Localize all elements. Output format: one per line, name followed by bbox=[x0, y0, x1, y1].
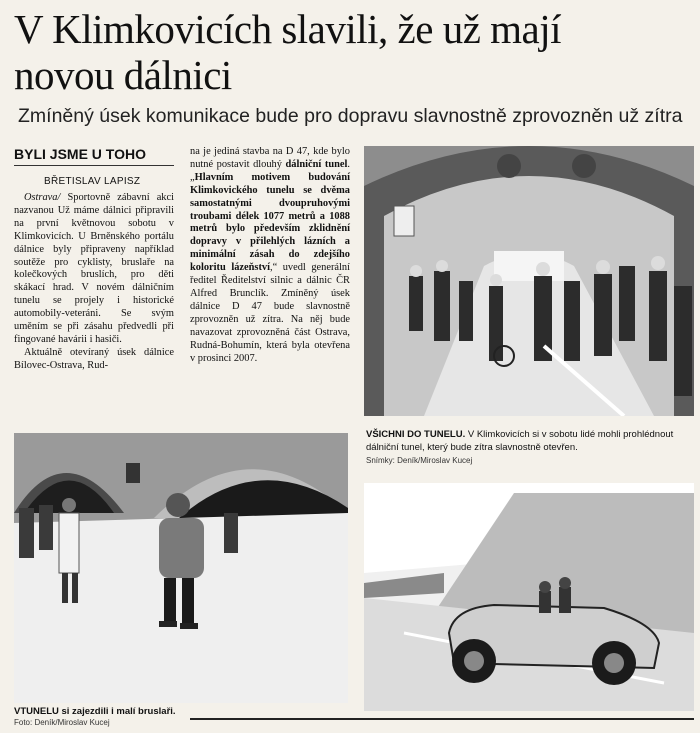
column-divider-horizontal bbox=[190, 718, 694, 720]
caption-kids-lead: VTUNELU si zajezdili i malí bruslaři. bbox=[14, 706, 176, 717]
rubric-label: BYLI JSME U TOHO bbox=[14, 146, 174, 166]
col2-bold-b: Hlavním motivem budování Klimkovického tunelu se dvěma samostatnými dvoupruhovými troubami délek 1077 metrů a 1088 metrů bylo především zklidnění dopravy v přilehlých lázních a minimální zásah do zdejšího koloritu lázeňství bbox=[190, 171, 350, 274]
col2-text-c: ,“ uvedl generální ředitel Ředitelství silnic a dálnic ČR Alfred Brunclík. Zmíněný úsek dálnice D 47 bude slavnostně zprovozněn už zítra. Na něj bude navazovat zprovozněná část Ostrava, Rudná-Bohumín, která byla otevřena v prosinci 2007. bbox=[190, 262, 350, 364]
photo-vintage-car bbox=[364, 483, 694, 711]
vintage-car-image bbox=[364, 483, 694, 711]
caption-tunnel-text: V Klimkovicích si v sobotu lidé mohli prohlédnout dálniční tunel, který bude zítra slavnostně otevřen. bbox=[366, 429, 674, 453]
col2-bold-a: dálniční tunel bbox=[285, 158, 348, 170]
col2-text-b: . „ bbox=[190, 158, 350, 183]
headline-line-1: V Klimkovicích slavili, že už mají bbox=[14, 6, 562, 52]
caption-tunnel-lead: VŠICHNI DO TUNELU. bbox=[366, 429, 466, 440]
caption-tunnel bbox=[366, 428, 694, 467]
tunnel-crowd-image bbox=[364, 146, 694, 416]
caption-tunnel-credit: Snímky: Deník/Miroslav Kucej bbox=[366, 456, 473, 465]
article-column-2 bbox=[190, 146, 350, 365]
photo-kids-skating bbox=[14, 433, 348, 703]
caption-kids bbox=[14, 706, 184, 728]
paragraph-3 bbox=[190, 146, 350, 365]
paragraph-1-text: Sportovně zábavní akci nazvanou Už máme dálnici připravili na první květnovou sobotu v Klimkovicích. U Brněnského portálu dálnice byly připraveny například soutěže pro cyklisty, bruslaře na kolečkových bruslích, pro děti skákací hrad. V novém dálničním tunelu se projely i historické automobily-veteráni. Se svým uměním se při zásahu předvedli při fingované havárii i hasiči. bbox=[14, 192, 174, 345]
col2-text-a: na je jediná stavba na D 47, kde bylo nutné postavit dlouhý bbox=[190, 146, 350, 170]
article-column-1 bbox=[14, 192, 174, 373]
paragraph-2: Aktuálně otevíraný úsek dálnice Bílovec-Ostrava, Rud- bbox=[14, 346, 174, 371]
headline-line-2: novou dálnici bbox=[14, 52, 232, 98]
caption-kids-credit: Foto: Deník/Miroslav Kucej bbox=[14, 718, 110, 727]
headline bbox=[14, 6, 694, 98]
deck-subheadline: Zmíněný úsek komunikace bude pro dopravu slavnostně zprovozněn už zítra bbox=[18, 105, 683, 127]
kids-skating-image bbox=[14, 433, 348, 703]
photo-tunnel-crowd bbox=[364, 146, 694, 416]
dateline: Ostrava/ bbox=[24, 192, 61, 203]
byline: BŘETISLAV LAPISZ bbox=[44, 176, 141, 187]
paragraph-1 bbox=[14, 192, 174, 347]
